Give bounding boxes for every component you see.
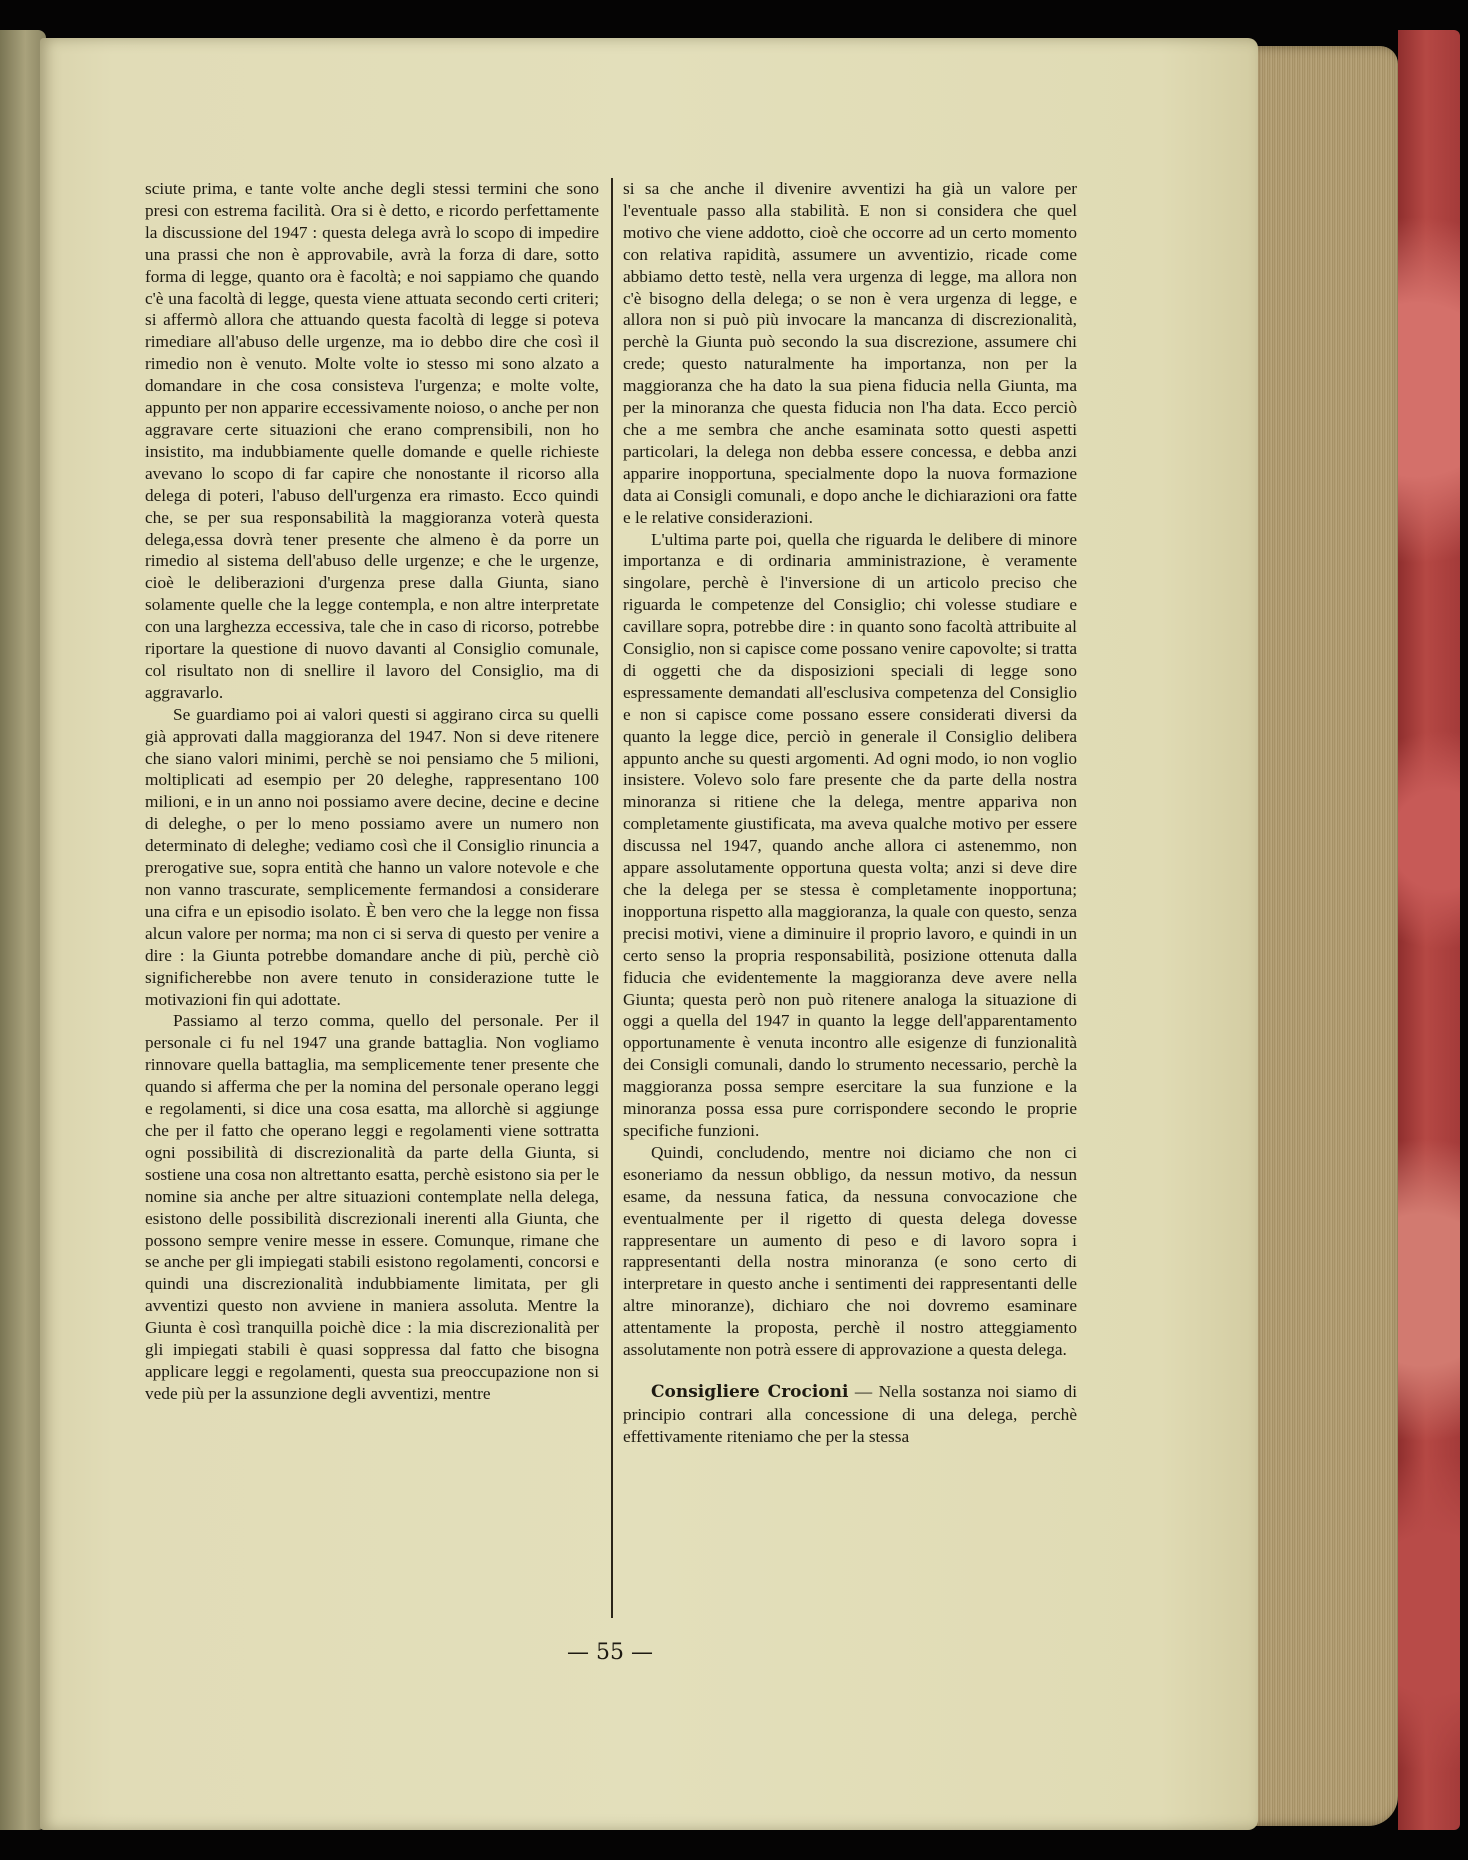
right-paragraph-1: si sa che anche il divenire avventizi ha già un valore per l'eventuale passo alla stabilità. E non si considera che quel motivo che viene addotto, cioè che occorre ad un certo momento con relativa rapidità, assumere un avventizio, ricade come abbiamo detto testè, nella vera urgenza di legge, ma allora non c'è bisogno della delega; o se non è vera urgenza di legge, e allora non si può più invocare la mancanza di discrezionalità, perchè la Giunta può secondo la sua discrezione, assumere chi crede; questo naturalmente ha importanza, non per la maggioranza che ha dato la sua piena fiducia nella Giunta, ma per la minoranza che questa fiducia non l'ha data. Ecco perciò che a me sembra che anche esaminata sotto questi aspetti particolari, la delega non debba essere concessa, e debba anzi apparire inopportuna, specialmente dopo la nuova formazione data ai Consigli comunali, e dopo anche le dichiarazioni ora fatte e le relative considerazioni.	[623, 179, 1077, 527]
left-paragraph-1: sciute prima, e tante volte anche degli stessi termini che sono presi con estrema facilità. Ora si è detto, e ricordo perfettamente la discussione del 1947 : questa delega avrà lo scopo di impedire una prassi che non è approvabile, avrà la forza di dare, sotto forma di legge, quanto ora è facoltà; e noi sappiamo che quando c'è una facoltà di legge, questa viene attuata secondo certi criteri; si affermò allora che attuando questa facoltà di legge si poteva rimediare all'abuso delle urgenze, ma io debbo dire che così il rimedio non è venuto. Molte volte io stesso mi sono alzato a domandare in che cosa consisteva l'urgenza; e molte volte, appunto per non apparire eccessivamente noioso, o anche per non aggravare certe situazioni che erano comprensibili, non ho insistito, ma indubbiamente quelle domande e quelle richieste avevano lo scopo di far capire che nonostante il ricorso alla delega di poteri, l'abuso dell'urgenza era rimasto. Ecco quindi che, se per sua responsabilità la maggioranza voterà questa delega,essa dovrà tener presente che almeno è da porre un rimedio al sistema dell'abuso delle urgenze; e che le urgenze, cioè le deliberazioni d'urgenza prese dalla Giunta, siano solamente quelle che la legge contempla, e non altre interpretate con una larghezza eccessiva, tale che in caso di ricorso, potrebbe riportare la questione di nuovo davanti al Consiglio comunale, col risultato non di snellire il lavoro del Consiglio, ma di aggravarlo.	[145, 179, 599, 702]
right-paragraph-2: L'ultima parte poi, quella che riguarda le delibere di minore importanza e di ordinaria amministrazione, è veramente singolare, perchè è l'inversione di un articolo preciso che riguarda le competenze del Consiglio; chi volesse studiare e cavillare sopra, potrebbe dire : in quanto sono facoltà attribuite al Consiglio, non si capisce come possano venire capovolte; si tratta di oggetti che da disposizioni speciali di legge sono espressamente demandati all'esclusiva competenza del Consiglio e non si capisce come possano essere considerati diversi da quanto la legge dice, perciò in generale il Consiglio delibera appunto anche su questi argomenti. Ad ogni modo, io non voglio insistere. Volevo solo fare presente che da parte della nostra minoranza si ritiene che la delega, mentre appariva non completamente giustificata, ma aveva qualche motivo per essere discussa nel 1947, quando anche allora ci astenemmo, non appare assolutamente opportuna questa volta; anzi si deve dire che la delega per se stessa è completamente inopportuna; inopportuna rispetto alla maggioranza, la quale con questo, senza precisi motivi, viene a diminuire il proprio lavoro, e quindi in un certo senso la propria responsabilità, posizione ottenuta dalla fiducia che evidentemente la maggioranza deve avere nella Giunta; questa però non può ritenere analoga la situazione di oggi a quella del 1947 in quanto la legge dell'apparentamento opportunamente è venuta incontro alle esigenze di funzionalità dei Consigli comunali, dando lo strumento necessario, perchè la maggioranza possa sempre esercitare la sua funzione e la minoranza possa essa pure corrispondere secondo le proprie specifiche funzioni.	[623, 529, 1078, 1140]
page-number: — 55 —	[567, 1640, 653, 1665]
speaker-text: — Nella sostanza noi siamo di principio contrari alla concessione di una delega, perchè effettivamente riteniamo che per la stessa	[623, 1381, 1077, 1446]
column-divider	[611, 178, 613, 1618]
marbled-cover	[1398, 30, 1460, 1830]
speaker-paragraph	[623, 1381, 1077, 1448]
page-block-edges	[1248, 46, 1398, 1826]
left-paragraph-3: Passiamo al terzo comma, quello del personale. Per il personale ci fu nel 1947 una grande battaglia. Non vogliamo rinnovare quella battaglia, ma semplicemente tener presente che quando si afferma che per la nomina del personale operano leggi e regolamenti, si dice una cosa esatta, ma allorchè si aggiunge che per il fatto che operano leggi e regolamenti viene sottratta ogni possibilità di discrezionalità da parte della Giunta, si sostiene una cosa non altrettanto esatta, perchè esistono sia per le nomine sia anche per altre situazioni contemplate nella delega, esistono delle possibilità discrezionali inerenti alla Giunta, che possono sempre venire messe in essere. Comunque, rimane che se anche per gli impiegati stabili esistono regolamenti, concorsi e quindi una discrezionalità indubbiamente limitata, per gli avventizi questo non avviene in maniera assoluta. Mentre la Giunta è così tranquilla poichè dice : la mia discrezionalità per gli impiegati stabili è quasi soppressa dal fatto che bisogna applicare leggi e regolamenti, questa sua preoccupazione non si vede più per la assunzione degli avventizi, mentre	[145, 1011, 599, 1403]
left-column	[145, 178, 599, 1405]
left-paragraph-2: Se guardiamo poi ai valori questi si aggirano circa su quelli già approvati dalla maggioranza del 1947. Non si deve ritenere che siano valori minimi, perchè se noi pensiamo che 5 milioni, moltiplicati ad esempio per 20 deleghe, rappresentano 100 milioni, e in un anno noi possiamo avere decine, decine e decine di deleghe, o per lo meno possiamo avere un numero non determinato di deleghe; vediamo così che il Consiglio rinuncia a prerogative sue, sopra entità che hanno un valore notevole e che non vanno trascurate, semplicemente fermandosi a considerare una cifra e un episodio isolato. È ben vero che la legge non fissa alcun valore per norma; ma non ci si serva di questo per venire a dire : la Giunta potrebbe domandare anche di più, perchè ciò significherebbe non avere tenuto in considerazione tutte le motivazioni fin qui adottate.	[145, 704, 599, 1009]
right-column	[623, 178, 1077, 1448]
right-paragraph-3: Quindi, concludendo, mentre noi diciamo che non ci esoneriamo da nessun obbligo, da nessun motivo, da nessun esame, da nessuna fatica, da nessuna convocazione che eventualmente per il rigetto di questa delega dovesse rappresentare un aumento di peso e di lavoro sopra i rappresentanti della nostra minoranza (e sono certo di interpretare in questo anche i sentimenti dei rappresentanti delle altre minoranze), dichiaro che noi dovremo esaminare attentamente la proposta, perchè il nostro atteggiamento assolutamente non potrà essere di approvazione a questa delega.	[623, 1142, 1077, 1360]
speaker-name: Consigliere Crocioni	[651, 1381, 849, 1402]
